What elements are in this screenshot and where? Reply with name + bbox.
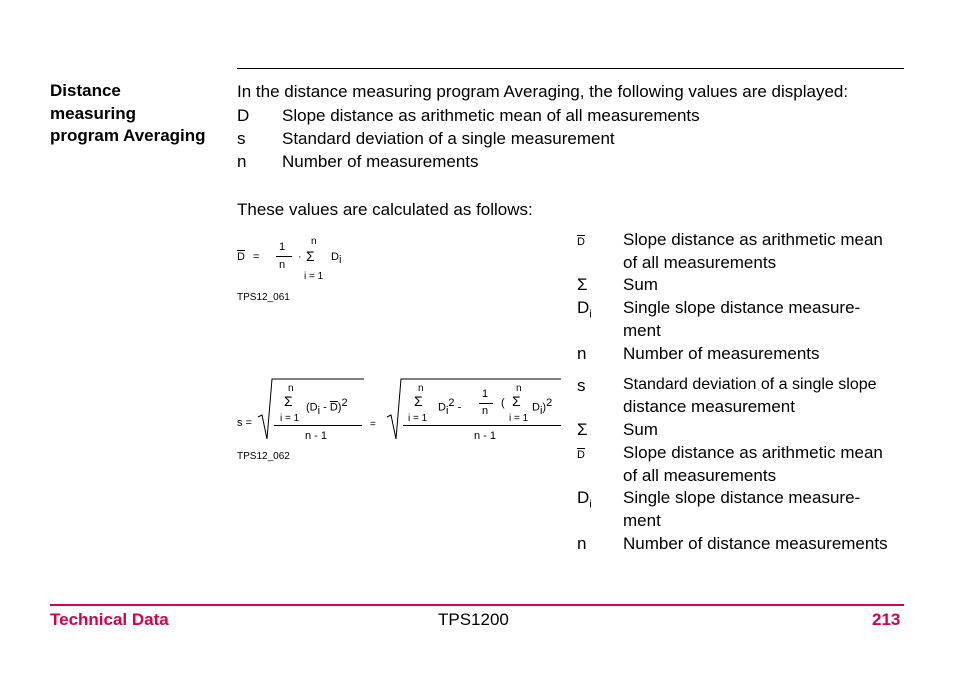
def-sym-D: D bbox=[237, 106, 250, 125]
f2-den-1: n - 1 bbox=[305, 430, 328, 442]
legend1-sym-sigma: Σ bbox=[577, 275, 588, 294]
f2-lower-3: i = 1 bbox=[509, 413, 529, 424]
f2-sigma-1: Σ bbox=[284, 393, 293, 409]
top-rule bbox=[237, 68, 904, 69]
footer-rule bbox=[50, 604, 904, 606]
legend2-desc-n: Number of distance measurements bbox=[623, 534, 888, 553]
calc-intro: These values are calculated as follows: bbox=[237, 200, 533, 219]
f2-sigma-3: Σ bbox=[512, 393, 521, 409]
legend2-sym-sigma: Σ bbox=[577, 420, 588, 439]
f2-lhs: s = bbox=[237, 417, 252, 429]
f1-sigma: Σ bbox=[306, 248, 315, 264]
legend1-desc-Di: Single slope distance measure- ment bbox=[623, 298, 861, 340]
f2-paren-open: ( bbox=[501, 397, 505, 409]
legend1-sym-n: n bbox=[577, 344, 587, 363]
f1-den: n bbox=[279, 259, 286, 271]
f2-n: n bbox=[482, 405, 489, 417]
f2-fraction-bar-1 bbox=[274, 425, 362, 426]
f2-term-c: $D_i)^2$ bbox=[532, 397, 553, 417]
legend2-sym-s: s bbox=[577, 376, 586, 395]
legend2-sym-Dbar: $\overline{D}$ bbox=[577, 449, 585, 461]
def-desc-n: Number of measurements bbox=[282, 152, 479, 171]
f2-fraction-bar-2 bbox=[403, 425, 561, 426]
f2-code: TPS12_062 bbox=[237, 451, 290, 462]
f2-den-2: n - 1 bbox=[474, 430, 497, 442]
f2-sigma-2: Σ bbox=[414, 393, 423, 409]
heading-line-2: measuring bbox=[50, 103, 136, 123]
f2-term-b: $D_i^2$ - bbox=[438, 397, 462, 417]
section-heading bbox=[50, 80, 206, 148]
f1-dot: · bbox=[298, 251, 302, 263]
f2-one: 1 bbox=[482, 388, 489, 400]
legend1-desc-sigma: Sum bbox=[623, 275, 658, 294]
def-desc-D: Slope distance as arithmetic mean of all measurements bbox=[282, 106, 700, 125]
def-desc-s: Standard deviation of a single measurement bbox=[282, 129, 615, 148]
legend1-desc-Dbar: Slope distance as arithmetic mean of all measurements bbox=[623, 230, 883, 272]
def-sym-s: s bbox=[237, 129, 246, 148]
f1-lower: i = 1 bbox=[304, 271, 324, 282]
f2-inner-bar bbox=[479, 403, 493, 404]
legend1-desc-n: Number of measurements bbox=[623, 344, 820, 363]
legend2-desc-Di: Single slope distance measure- ment bbox=[623, 488, 861, 530]
f2-upper-2: n bbox=[418, 383, 424, 394]
legend1-sym-Dbar: $\overline{D}$ bbox=[577, 236, 585, 248]
f1-num: 1 bbox=[279, 241, 286, 253]
f1-upper: n bbox=[311, 236, 317, 247]
f2-lower-1: i = 1 bbox=[280, 413, 300, 424]
legend2-sym-Di: $D_i$ bbox=[577, 488, 592, 511]
legend2-desc-Dbar: Slope distance as arithmetic mean of all measurements bbox=[623, 443, 883, 485]
f1-code: TPS12_061 bbox=[237, 292, 290, 303]
f2-term-a: $(D_i - \overline{D})^2$ bbox=[306, 397, 348, 417]
footer-product: TPS1200 bbox=[438, 610, 509, 629]
footer-section: Technical Data bbox=[50, 610, 169, 629]
f2-upper-3: n bbox=[516, 383, 522, 394]
page-number: 213 bbox=[872, 610, 901, 629]
legend2-desc-sigma: Sum bbox=[623, 420, 658, 439]
f1-lhs: $\overline{D}$ bbox=[237, 251, 245, 263]
legend2-sym-n: n bbox=[577, 534, 587, 553]
f1-term: $D_i$ bbox=[331, 251, 342, 267]
legend2-desc-s: Standard deviation of a single slope distance measurement bbox=[623, 376, 877, 416]
f2-upper-1: n bbox=[288, 383, 294, 394]
f1-eq: = bbox=[253, 251, 260, 263]
f2-lower-2: i = 1 bbox=[408, 413, 428, 424]
legend1-sym-Di: $D_i$ bbox=[577, 298, 592, 321]
def-sym-n: n bbox=[237, 152, 247, 171]
heading-line-3: program Averaging bbox=[50, 126, 206, 145]
f2-eq2: = bbox=[370, 419, 376, 430]
heading-line-1: Distance bbox=[50, 81, 121, 100]
intro-text: In the distance measuring program Averaging, the following values are displayed: bbox=[237, 82, 849, 101]
f1-fraction-bar bbox=[276, 256, 292, 257]
